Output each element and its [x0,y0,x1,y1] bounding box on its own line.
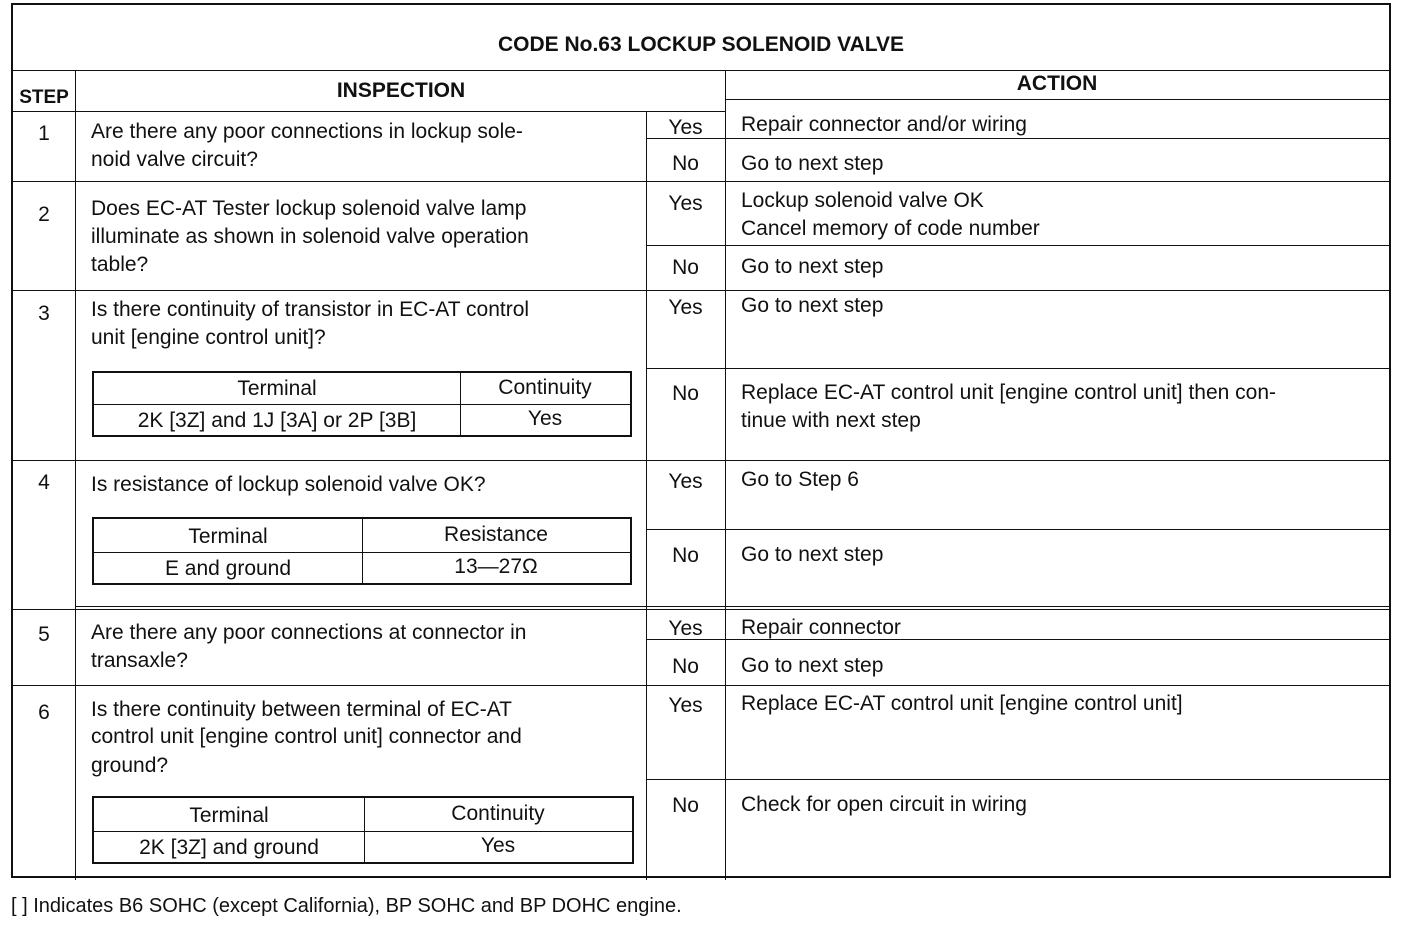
yes-label: Yes [668,192,703,215]
step-divider [13,685,75,686]
step-number: 1 [38,122,50,145]
yes-action: Replace EC-AT control unit [engine control unit] [741,692,1183,715]
continuity-table [92,796,634,864]
no-label: No [672,544,699,567]
no-label: No [672,256,699,279]
table-cell-terminal: 2K [3Z] and ground [139,836,319,859]
yes-action: Repair connector and/or wiring [741,113,1027,136]
header-divider-left [13,111,725,112]
table-cell-terminal: E and ground [164,557,292,580]
no-label: No [672,655,699,678]
no-label: No [672,152,699,175]
yes-action: Lockup solenoid valve OK [741,189,984,212]
yes-label: Yes [668,296,703,319]
inspection-text: transaxle? [91,649,188,672]
no-action: Go to next step [741,152,884,175]
step-divider [13,290,1389,291]
table-header-terminal: Terminal [188,525,268,548]
step-number: 5 [38,623,50,646]
header-divider-right [725,99,1389,100]
no-label: No [672,382,699,405]
step-column-divider [75,70,76,880]
step-number: 2 [38,203,50,226]
inspection-text: illuminate as shown in solenoid valve operation [91,225,529,248]
inspection-text: Are there any poor connections at connector in [91,621,527,644]
inspection-text: Is resistance of lockup solenoid valve OK? [91,473,486,496]
yes-label: Yes [668,617,703,640]
inspection-text: unit [engine control unit]? [91,326,326,349]
yesno-divider [646,245,1389,246]
yes-label: Yes [668,116,703,139]
continuity-table [92,371,632,437]
diagnostic-table [11,3,1391,878]
no-action: Go to next step [741,255,884,278]
header-action: ACTION [1016,72,1098,95]
step-divider [13,609,1389,610]
no-action: Replace EC-AT control unit [engine control unit] then con- [741,381,1277,404]
yes-label: Yes [668,694,703,717]
table-title: CODE No.63 LOCKUP SOLENOID VALVE [497,33,905,56]
table-cell-resistance: 13—27Ω [454,555,538,578]
step-divider [13,460,1389,461]
step-number: 3 [38,302,50,325]
table-header-continuity: Continuity [451,802,545,825]
step-number: 6 [38,701,50,724]
no-action: Go to next step [741,543,884,566]
yes-action: Cancel memory of code number [741,217,1040,240]
no-action: tinue with next step [741,409,921,432]
yes-action: Go to Step 6 [741,468,859,491]
inspection-text: Does EC-AT Tester lockup solenoid valve lamp [91,197,527,220]
yes-action: Go to next step [741,294,884,317]
footnote: [ ] Indicates B6 SOHC (except California), BP SOHC and BP DOHC engine. [11,895,682,917]
no-action: Go to next step [741,654,884,677]
step-number: 4 [38,471,50,494]
step-divider [75,685,1389,686]
inspection-text: noid valve circuit? [91,148,258,171]
table-cell-continuity: Yes [480,834,516,857]
inspection-text: ground? [91,754,169,777]
header-step: STEP [19,87,69,108]
inspection-text: table? [91,253,149,276]
no-action: Check for open circuit in wiring [741,793,1027,816]
inspection-text: Are there any poor connections in lockup sole- [91,120,523,143]
resistance-table [92,517,632,585]
step-divider [75,606,1389,607]
yes-action: Repair connector [741,616,901,639]
yes-label: Yes [668,470,703,493]
yesno-divider [646,529,1389,530]
action-column-divider [725,70,726,880]
inspection-text: control unit [engine control unit] connector and [91,725,522,748]
table-header-terminal: Terminal [237,377,317,400]
yesno-divider [646,779,1389,780]
table-header-terminal: Terminal [189,804,269,827]
table-cell-terminal: 2K [3Z] and 1J [3A] or 2P [3B] [137,409,417,432]
header-inspection: INSPECTION [336,79,466,102]
step-divider [13,181,1389,182]
table-cell-continuity: Yes [527,407,563,430]
table-header-continuity: Continuity [498,376,592,399]
inspection-text: Is there continuity of transistor in EC-AT control [91,298,530,321]
inspection-text: Is there continuity between terminal of EC-AT [91,698,512,721]
yesno-divider [646,368,1389,369]
table-header-resistance: Resistance [444,523,548,546]
no-label: No [672,794,699,817]
